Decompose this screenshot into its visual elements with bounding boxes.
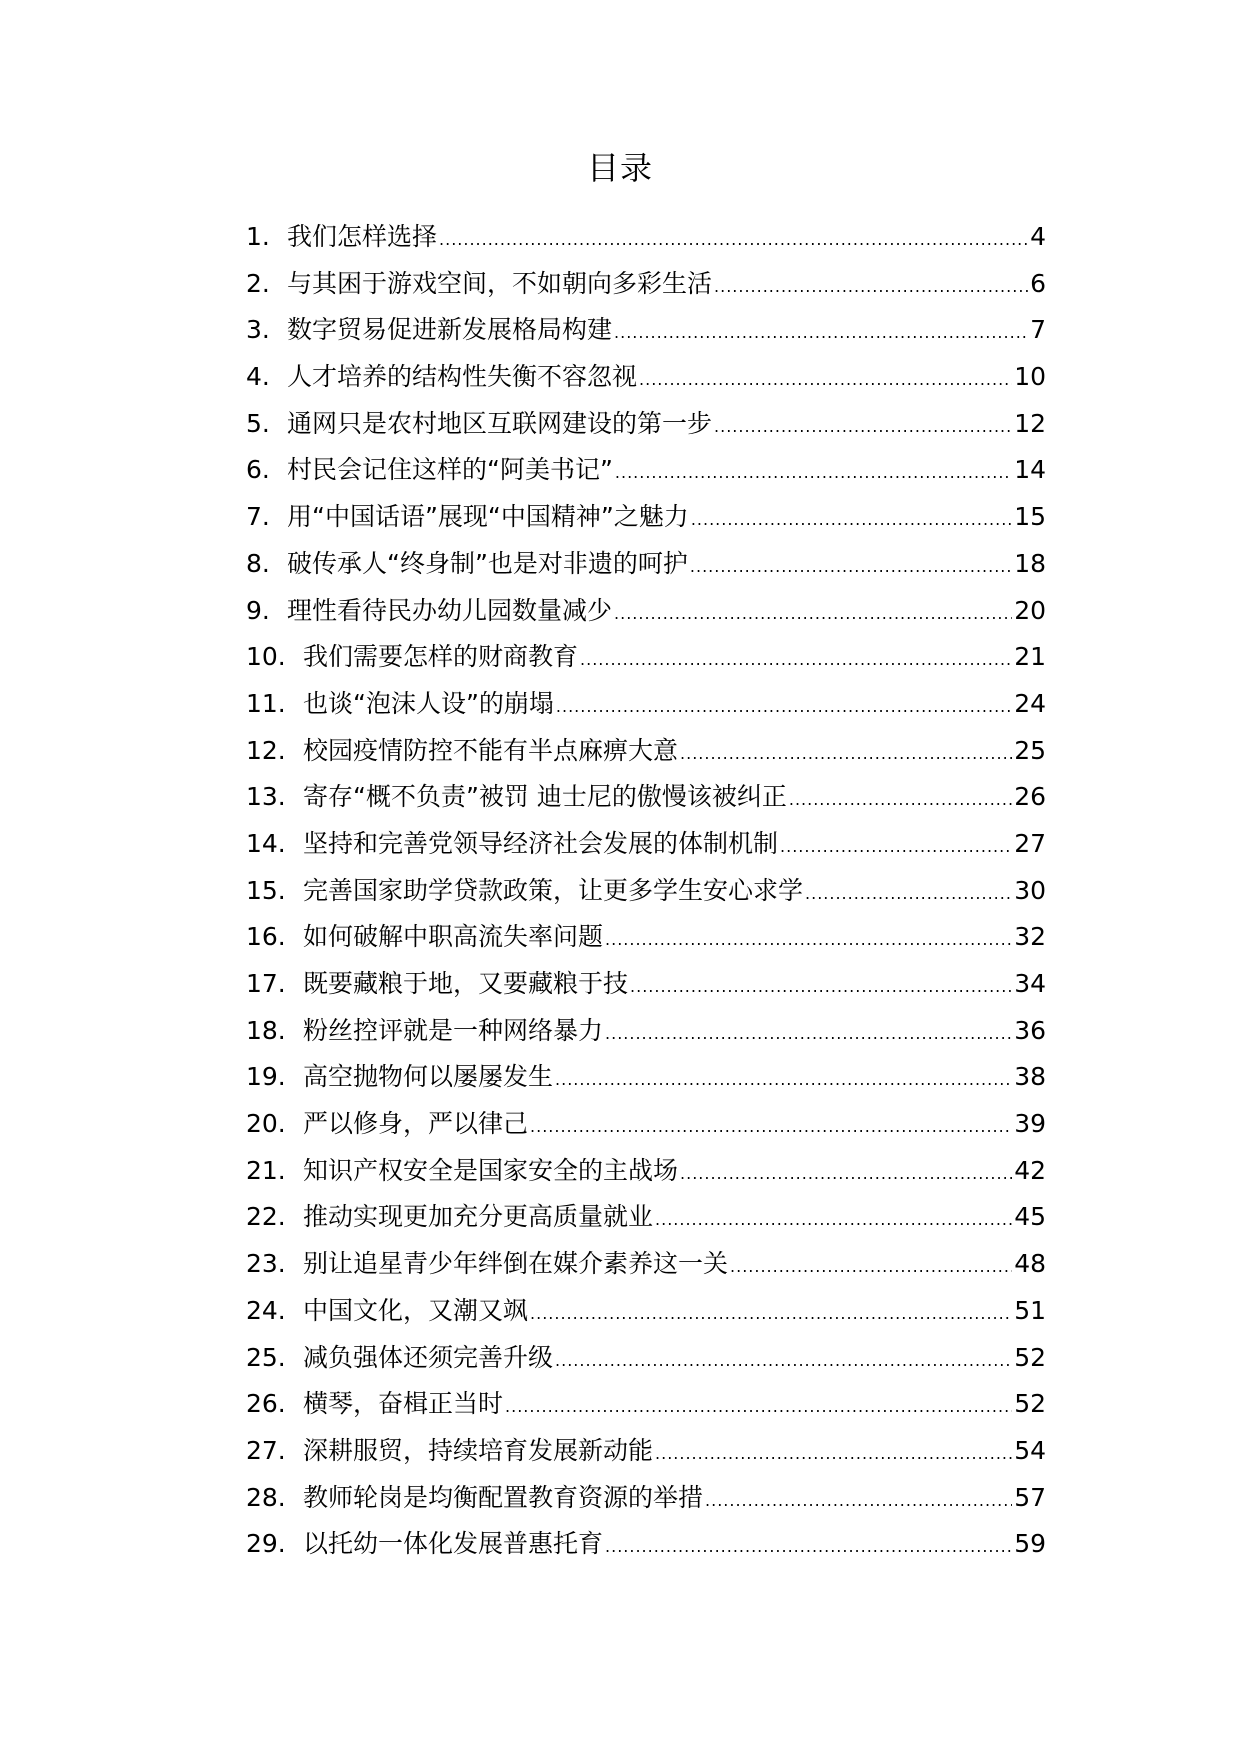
toc-dot-leader [615,450,1012,497]
toc-entry[interactable] [246,494,1046,541]
toc-dot-leader [680,731,1012,778]
toc-entry-page-number: 27 [1014,828,1046,858]
toc-dot-leader [580,637,1012,684]
toc-entry-page-number: 10 [1014,362,1046,392]
toc-entry-number: 13. [246,782,286,812]
toc-entry-page-number: 34 [1014,969,1046,998]
toc-entry[interactable] [246,1148,1046,1195]
toc-entry-page-number: 4 [1030,222,1046,251]
toc-entry-page-number: 32 [1014,922,1046,952]
toc-dot-leader [690,544,1012,591]
toc-entry[interactable] [246,1008,1046,1055]
toc-entry-page-number: 51 [1014,1295,1046,1325]
toc-entry-title[interactable]: 别让追星青少年绊倒在媒介素养这一关 [303,1249,729,1279]
toc-entry-number: 24. [246,1295,286,1325]
toc-dot-leader [714,264,1028,311]
toc-dot-leader [614,310,1028,357]
toc-entry-number: 29. [246,1529,286,1559]
toc-entry-number: 28. [246,1482,286,1512]
toc-entry-title[interactable]: 寄存“概不负责”被罚 迪士尼的傲慢该被纠正 [303,782,787,812]
toc-entry[interactable] [246,1381,1046,1428]
toc-entry-title[interactable]: 完善国家助学贷款政策，让更多学生安心求学 [303,875,804,905]
toc-entry-page-number: 12 [1014,408,1046,438]
toc-entry[interactable] [246,1241,1046,1288]
toc-entry[interactable] [246,821,1046,868]
toc-entry-number: 4. [246,362,270,392]
toc-entry-title[interactable]: 减负强体还须完善升级 [303,1342,554,1372]
toc-entry[interactable] [246,261,1046,308]
toc-entry[interactable] [246,1054,1046,1101]
toc-list [246,214,1046,1568]
toc-entry-title[interactable]: 推动实现更加充分更高质量就业 [303,1202,654,1232]
toc-entry-title[interactable]: 村民会记住这样的“阿美书记” [287,455,613,485]
toc-entry-number: 26. [246,1389,286,1419]
toc-entry-page-number: 42 [1014,1155,1046,1185]
toc-entry-page-number: 20 [1014,595,1046,625]
toc-entry-page-number: 39 [1014,1109,1046,1139]
toc-entry[interactable] [246,1521,1046,1568]
toc-entry-title[interactable]: 以托幼一体化发展普惠托育 [303,1529,604,1559]
toc-entry-number: 9. [246,595,270,625]
toc-entry-title[interactable]: 既要藏粮于地，又要藏粮于技 [303,969,629,998]
toc-dot-leader [805,871,1012,918]
toc-title: 目录 [586,149,653,187]
toc-entry-number: 18. [246,1015,286,1045]
toc-entry-title[interactable]: 校园疫情防控不能有半点麻痹大意 [303,735,679,765]
toc-entry-page-number: 54 [1014,1435,1046,1465]
toc-entry-number: 11. [246,688,286,718]
toc-entry-number: 27. [246,1435,286,1465]
toc-entry-title[interactable]: 粉丝控评就是一种网络暴力 [303,1015,604,1045]
toc-entry-title[interactable]: 坚持和完善党领导经济社会发展的体制机制 [303,828,779,858]
toc-entry[interactable] [246,214,1046,261]
toc-entry[interactable] [246,868,1046,915]
toc-entry[interactable] [246,1428,1046,1475]
toc-entry-page-number: 52 [1014,1342,1046,1372]
toc-entry[interactable] [246,1194,1046,1241]
toc-dot-leader [605,917,1012,964]
toc-entry-number: 6. [246,455,270,485]
toc-dot-leader [705,1478,1012,1525]
toc-entry-title[interactable]: 与其困于游戏空间，不如朝向多彩生活 [287,268,713,298]
toc-dot-leader [556,684,1012,731]
toc-dot-leader [655,1431,1012,1478]
toc-entry-number: 2. [246,268,270,298]
toc-entry-number: 23. [246,1249,286,1279]
toc-entry[interactable] [246,961,1046,1008]
toc-entry-title[interactable]: 通网只是农村地区互联网建设的第一步 [287,408,713,438]
toc-entry-title[interactable]: 教师轮岗是均衡配置教育资源的举措 [303,1482,704,1512]
toc-entry-page-number: 25 [1014,735,1046,765]
toc-entry-page-number: 6 [1030,268,1046,298]
toc-entry-page-number: 59 [1014,1529,1046,1559]
toc-entry-title[interactable]: 理性看待民办幼儿园数量减少 [287,595,613,625]
toc-entry[interactable] [246,354,1046,401]
toc-entry-page-number: 18 [1014,548,1046,578]
toc-entry[interactable] [246,1335,1046,1382]
toc-entry-title[interactable]: 知识产权安全是国家安全的主战场 [303,1155,679,1185]
toc-entry-number: 21. [246,1155,286,1185]
toc-entry-page-number: 38 [1014,1062,1046,1092]
toc-dot-leader [714,404,1012,451]
toc-entry-title[interactable]: 也谈“泡沫人设”的崩塌 [303,688,554,718]
toc-dot-leader [505,1384,1012,1431]
toc-entry[interactable] [246,1288,1046,1335]
toc-dot-leader [439,217,1028,264]
toc-dot-leader [530,1104,1012,1151]
toc-entry[interactable] [246,728,1046,775]
toc-entry-page-number: 45 [1014,1202,1046,1232]
toc-entry-number: 10. [246,642,286,672]
toc-entry[interactable] [246,914,1046,961]
toc-dot-leader [555,1338,1012,1385]
toc-dot-leader [605,1524,1012,1571]
toc-entry-number: 22. [246,1202,286,1232]
toc-entry[interactable] [246,1475,1046,1522]
toc-entry-number: 7. [246,502,270,532]
toc-entry-number: 12. [246,735,286,765]
toc-dot-leader [555,1057,1012,1104]
toc-entry-page-number: 57 [1014,1482,1046,1512]
toc-entry-title[interactable]: 中国文化，又潮又飒 [303,1295,529,1325]
toc-entry-page-number: 24 [1014,688,1046,718]
toc-entry-title[interactable]: 我们怎样选择 [287,222,438,251]
toc-entry[interactable] [246,681,1046,728]
toc-entry[interactable] [246,447,1046,494]
toc-entry[interactable] [246,634,1046,681]
toc-entry[interactable] [246,541,1046,588]
toc-dot-leader [639,357,1012,404]
toc-entry-number: 16. [246,922,286,952]
toc-entry-page-number: 15 [1014,502,1046,532]
toc-entry-title[interactable]: 严以修身，严以律己 [303,1109,529,1139]
toc-dot-leader [780,824,1012,871]
toc-entry-title[interactable]: 如何破解中职高流失率问题 [303,922,604,952]
toc-entry-title[interactable]: 破传承人“终身制”也是对非遗的呵护 [287,548,688,578]
toc-dot-leader [614,591,1012,638]
toc-entry[interactable] [246,307,1046,354]
toc-dot-leader [680,1151,1012,1198]
toc-entry-number: 3. [246,315,270,345]
toc-dot-leader [655,1197,1012,1244]
toc-entry-number: 8. [246,548,270,578]
toc-entry-title[interactable]: 人才培养的结构性失衡不容忽视 [287,362,638,392]
toc-entry-page-number: 7 [1030,315,1046,345]
toc-entry[interactable] [246,588,1046,635]
toc-dot-leader [630,964,1012,1011]
toc-dot-leader [605,1011,1012,1058]
toc-entry-page-number: 21 [1014,642,1046,672]
toc-entry-number: 19. [246,1062,286,1092]
toc-entry-number: 14. [246,828,286,858]
toc-entry[interactable] [246,1101,1046,1148]
toc-entry-page-number: 36 [1014,1015,1046,1045]
toc-entry-number: 5. [246,408,270,438]
toc-entry-title[interactable]: 高空抛物何以屡屡发生 [303,1062,554,1092]
toc-entry-page-number: 14 [1014,455,1046,485]
toc-entry[interactable] [246,401,1046,448]
toc-entry-title[interactable]: 横琴，奋楫正当时 [303,1389,504,1419]
toc-entry-title[interactable]: 深耕服贸，持续培育发展新动能 [303,1435,654,1465]
toc-entry-page-number: 48 [1014,1249,1046,1279]
toc-dot-leader [530,1291,1012,1338]
toc-dot-leader [730,1244,1012,1291]
toc-entry-title[interactable]: 我们需要怎样的财商教育 [303,642,579,672]
toc-entry[interactable] [246,774,1046,821]
toc-entry-title[interactable]: 数字贸易促进新发展格局构建 [287,315,613,345]
toc-entry-number: 15. [246,875,286,905]
toc-entry-number: 1. [246,222,270,251]
toc-entry-number: 25. [246,1342,286,1372]
toc-entry-number: 20. [246,1109,286,1139]
toc-entry-number: 17. [246,969,286,998]
toc-entry-page-number: 26 [1014,782,1046,812]
toc-dot-leader [789,777,1012,824]
toc-dot-leader [691,497,1012,544]
toc-entry-page-number: 52 [1014,1389,1046,1419]
toc-entry-title[interactable]: 用“中国话语”展现“中国精神”之魅力 [287,502,689,532]
toc-entry-page-number: 30 [1014,875,1046,905]
